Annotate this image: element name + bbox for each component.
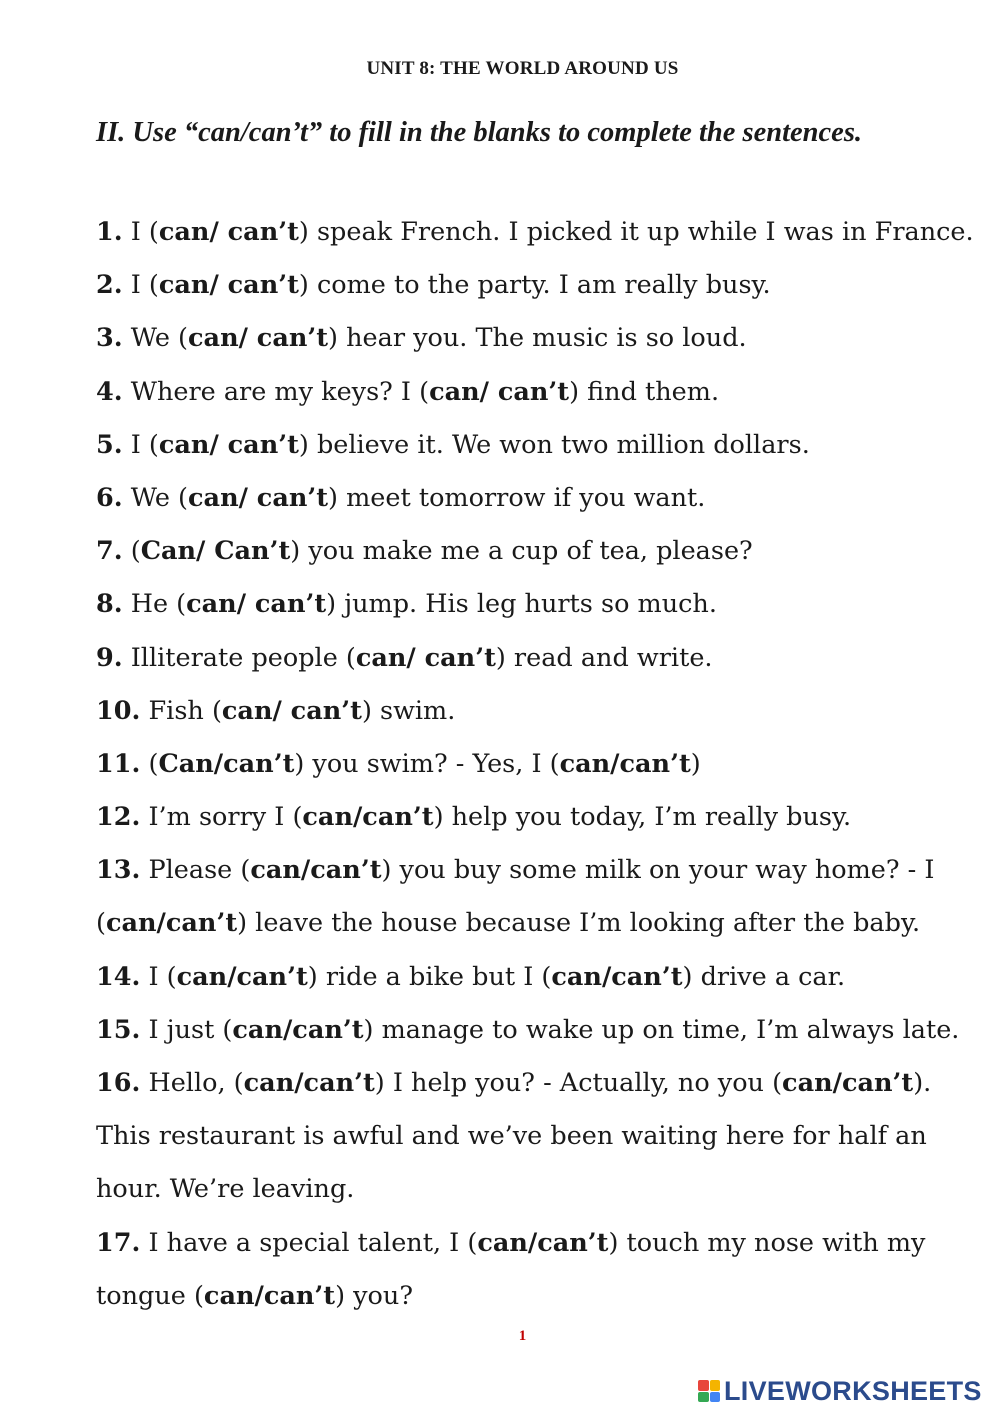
bold-text: 13. (96, 855, 141, 886)
unit-title: UNIT 8: THE WORLD AROUND US (366, 58, 679, 79)
line-text: ( (122, 536, 141, 567)
bold-text: can/can’t (105, 908, 238, 939)
bold-text: can/ can’t (188, 482, 329, 513)
bold-text: 11. (96, 748, 141, 779)
exercise-line (96, 844, 976, 897)
logo-square (710, 1392, 721, 1403)
line-text: hour. We’re leaving. (96, 1174, 355, 1205)
bold-text: can/ can’t (429, 376, 570, 407)
line-text: ) you? (335, 1280, 413, 1311)
bold-text: 14. (96, 961, 141, 992)
exercise-line (96, 419, 976, 472)
bold-text: can/can’t (232, 1014, 364, 1045)
bold-text: can/ can’t (188, 323, 329, 354)
line-text: ) touch my nose with my (608, 1227, 926, 1258)
exercise-line (96, 632, 976, 685)
bold-text: 5. (96, 429, 123, 460)
line-text: I’m sorry I ( (140, 802, 303, 833)
line-text: ) believe it. We won two million dollars. (298, 429, 810, 460)
exercise-line (96, 1057, 976, 1110)
bold-text: can/can’t (477, 1227, 609, 1258)
line-text: Please ( (140, 855, 251, 886)
exercise-line (96, 685, 976, 738)
line-text: ) you make me a cup of tea, please? (290, 536, 753, 567)
exercise-line (96, 951, 976, 1004)
line-text: ) manage to wake up on time, I’m always late. (363, 1014, 960, 1045)
bold-text: 2. (96, 270, 123, 301)
bold-text: 17. (96, 1227, 141, 1258)
exercise-line (96, 897, 976, 950)
bold-text: 8. (96, 589, 123, 620)
line-text: ( (140, 748, 159, 779)
line-text: I ( (140, 961, 177, 992)
line-text: tongue ( (96, 1280, 204, 1311)
bold-text: can/can’t (551, 961, 683, 992)
line-text: ) find them. (569, 376, 720, 407)
bold-text: 10. (96, 695, 141, 726)
bold-text: 1. (96, 217, 123, 247)
bold-text: 9. (96, 642, 123, 673)
bold-text: Can/can’t (158, 748, 295, 779)
bold-text: can/ can’t (158, 429, 299, 460)
logo-square (698, 1392, 709, 1403)
logo-mark-icon (698, 1380, 720, 1402)
line-text: He ( (122, 589, 187, 620)
bold-text: can/can’t (243, 1068, 375, 1098)
page-number: 1 (518, 1328, 527, 1344)
bold-text: 7. (96, 536, 123, 567)
exercise-line (96, 1270, 976, 1323)
exercise-line (96, 472, 976, 525)
bold-text: Can/ Can’t (140, 536, 291, 567)
instruction-heading: II. Use “can/can’t” to fill in the blanks to complete the sentences. (96, 117, 863, 148)
line-text: Where are my keys? I ( (122, 376, 430, 407)
exercise-line (96, 1110, 976, 1163)
exercise-line (96, 312, 976, 365)
bold-text: can/ can’t (355, 642, 496, 673)
line-text: I just ( (140, 1014, 233, 1045)
bold-text: 4. (96, 376, 123, 407)
exercise-line (96, 206, 976, 259)
bold-text: 15. (96, 1014, 141, 1045)
line-text: ) jump. His leg hurts so much. (326, 589, 717, 620)
line-text: ) meet tomorrow if you want. (328, 482, 706, 513)
line-text: ) swim. (361, 695, 456, 726)
bold-text: can/ can’t (158, 270, 299, 301)
line-text: ) hear you. The music is so loud. (328, 323, 747, 354)
exercise-line (96, 525, 976, 578)
line-text: I ( (122, 270, 159, 301)
logo-text: LIVEWORKSHEETS (724, 1375, 982, 1406)
bold-text: 16. (96, 1068, 141, 1098)
line-text: ) read and write. (495, 642, 713, 673)
bold-text: can/can’t (782, 1068, 914, 1098)
bold-text: can/ can’t (186, 589, 327, 620)
bold-text: can/ can’t (221, 695, 362, 726)
exercise-line (96, 259, 976, 312)
exercise-list (96, 206, 976, 1323)
line-text: I ( (122, 217, 159, 247)
line-text: Illiterate people ( (122, 642, 356, 673)
exercise-line (96, 1004, 976, 1057)
liveworksheets-logo[interactable] (698, 1376, 982, 1406)
bold-text: 6. (96, 482, 123, 513)
line-text: ) I help you? - Actually, no you ( (374, 1068, 783, 1098)
bold-text: can/can’t (203, 1280, 336, 1311)
exercise-line (96, 1163, 976, 1216)
line-text: Hello, ( (140, 1068, 244, 1098)
exercise-line (96, 366, 976, 419)
bold-text: 12. (96, 802, 141, 833)
line-text: ) speak French. I picked it up while I was in France. (298, 217, 974, 247)
line-text: ( (96, 908, 106, 939)
line-text: We ( (122, 482, 189, 513)
line-text: ) ride a bike but I ( (307, 961, 552, 992)
bold-text: 3. (96, 323, 123, 354)
exercise-line (96, 738, 976, 791)
logo-square (698, 1380, 709, 1391)
bold-text: can/ can’t (158, 217, 299, 247)
line-text: ) leave the house because I’m looking after the baby. (237, 908, 921, 939)
line-text: We ( (122, 323, 189, 354)
line-text: This restaurant is awful and we’ve been waiting here for half an (96, 1121, 927, 1152)
line-text: ) (690, 748, 701, 779)
line-text: Fish ( (140, 695, 222, 726)
logo-square (710, 1380, 721, 1391)
exercise-line (96, 1217, 976, 1270)
line-text: I have a special talent, I ( (140, 1227, 478, 1258)
bold-text: can/can’t (250, 855, 382, 886)
bold-text: can/can’t (302, 802, 434, 833)
line-text: ) you swim? - Yes, I ( (294, 748, 560, 779)
bold-text: can/can’t (559, 748, 691, 779)
line-text: ) you buy some milk on your way home? - I (381, 855, 935, 886)
line-text: ). (913, 1068, 932, 1098)
exercise-line (96, 578, 976, 631)
exercise-line (96, 791, 976, 844)
bold-text: can/can’t (176, 961, 308, 992)
line-text: ) help you today, I’m really busy. (433, 802, 852, 833)
line-text: ) drive a car. (682, 961, 846, 992)
line-text: I ( (122, 429, 159, 460)
line-text: ) come to the party. I am really busy. (298, 270, 771, 301)
